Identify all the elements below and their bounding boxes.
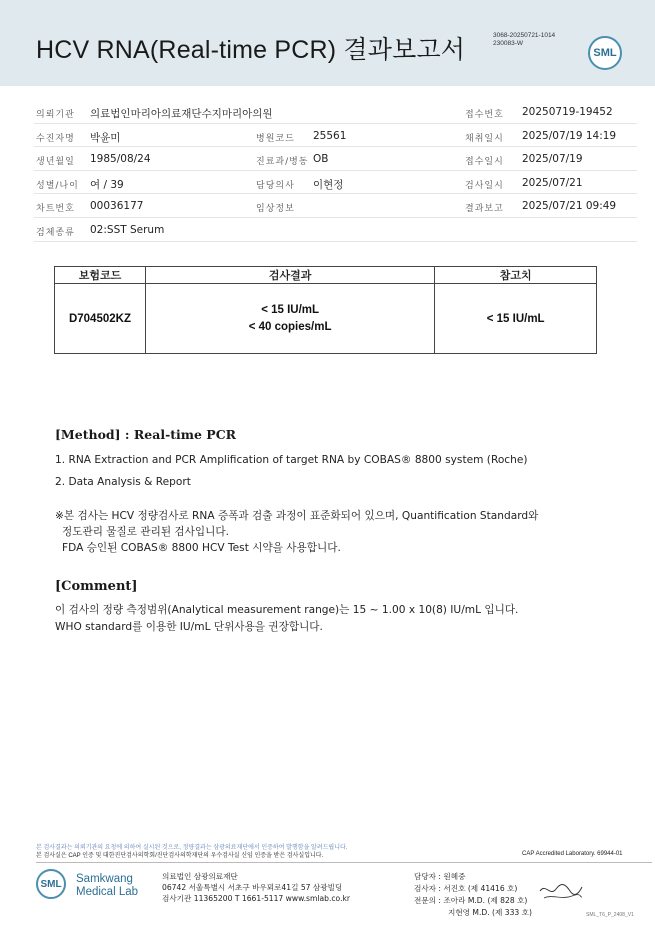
footer-staff xyxy=(414,871,532,919)
doctor-value: 이현정 xyxy=(313,178,344,191)
info-row-patient xyxy=(34,124,637,148)
staff-line-1: 담당자 : 원혜중 xyxy=(414,872,466,881)
signature-icon xyxy=(538,881,584,903)
staff-line-3: 전문의 : 조아라 M.D. (제 828 호) xyxy=(414,896,528,905)
institution-value: 의료법인마리아의료재단수지마리아의원 xyxy=(90,108,273,120)
info-row-birth xyxy=(34,147,637,171)
brand-line-2: Medical Lab xyxy=(76,886,139,898)
address-line-2: 06742 서울특별시 서초구 바우뫼로41길 57 삼광빌딩 xyxy=(162,883,343,892)
sex-age-label: 성별/나이 xyxy=(36,180,79,191)
comment-line-2: WHO standard를 이용한 IU/mL 단위사용을 권장합니다. xyxy=(55,621,323,633)
footer-notice-2: 본 검사실은 CAP 인증 및 대한진단검사의학회/진단검사의학재단의 우수검사실 신임 인증을 받은 검사실입니다. xyxy=(36,853,324,859)
patient-name-value: 박윤미 xyxy=(90,131,121,144)
test-result-cell xyxy=(145,284,434,354)
method-heading: [Method] : Real-time PCR xyxy=(55,427,237,442)
info-row-specimen xyxy=(34,218,637,242)
birth-label: 생년월일 xyxy=(36,157,75,168)
clinical-info-label: 임상정보 xyxy=(256,204,295,215)
address-line-3: 검사기관 11365200 T 1661-5117 www.smlab.co.kr xyxy=(162,894,350,903)
reference-cell: < 15 IU/mL xyxy=(435,284,597,354)
result-table-header-row xyxy=(55,267,597,284)
address-line-1: 의료법인 삼광의료재단 xyxy=(162,872,238,881)
method-item-1: 1. RNA Extraction and PCR Amplification of target RNA by COBAS® 8800 system (Roche) xyxy=(55,454,528,466)
result-copies-value: < 40 copies/mL xyxy=(248,320,332,333)
tested-label: 검사일시 xyxy=(465,180,504,191)
method-note-line-1: ※본 검사는 HCV 정량검사로 RNA 증폭과 검출 과정이 표준화되어 있으며, Quantification Standard와 xyxy=(55,510,539,522)
footer-address xyxy=(162,871,350,904)
reference-header: 참고치 xyxy=(435,267,597,284)
footer-notice-1: 본 검사결과는 의뢰기관의 요청에 의하여 실시된 것으로, 정량결과는 삼광의료재단에서 인증하여 발행함을 알려드립니다. xyxy=(36,845,348,851)
specimen-value: 02:SST Serum xyxy=(90,223,165,236)
receipt-no-label: 접수번호 xyxy=(465,110,504,120)
method-note-line-2: 정도관리 물질로 관리된 검사입니다. xyxy=(62,526,229,538)
department-value: OB xyxy=(313,153,329,166)
document-codes xyxy=(493,32,555,48)
info-row-institution xyxy=(34,100,637,124)
brand-line-1: Samkwang xyxy=(76,873,133,885)
chart-no-value: 00036177 xyxy=(90,200,144,213)
reported-value: 2025/07/21 09:49 xyxy=(522,200,617,213)
department-label: 진료과/병동 xyxy=(256,157,309,168)
info-row-sex-age xyxy=(34,171,637,195)
reported-label: 결과보고 xyxy=(465,204,504,215)
birth-value: 1985/08/24 xyxy=(90,153,151,166)
received-value: 2025/07/19 xyxy=(522,153,583,166)
tested-value: 2025/07/21 xyxy=(522,176,583,189)
document-code-2: 230083-W xyxy=(493,40,523,47)
collected-value: 2025/07/19 14:19 xyxy=(522,129,617,142)
samkwang-logo-icon: SML xyxy=(36,869,66,899)
chart-no-label: 차트번호 xyxy=(36,204,75,215)
footer-divider xyxy=(36,862,652,863)
report-title: HCV RNA(Real-time PCR) 결과보고서 xyxy=(36,36,466,64)
insurance-code-header: 보험코드 xyxy=(55,267,146,284)
receipt-no-value: 20250719-19452 xyxy=(522,106,613,118)
patient-info-grid xyxy=(34,100,637,242)
comment-heading: [Comment] xyxy=(55,579,138,594)
patient-name-label: 수진자명 xyxy=(36,133,75,144)
sex-age-value: 여 / 39 xyxy=(90,178,124,191)
hospital-code-value: 25561 xyxy=(313,129,347,142)
staff-line-2: 검사자 : 서진호 (제 41416 호) xyxy=(414,884,518,893)
document-code-1: 3068-20250721-1014 xyxy=(493,32,556,39)
insurance-code-cell: D704502KZ xyxy=(55,284,146,354)
info-row-chart xyxy=(34,194,637,218)
report-header xyxy=(0,0,655,86)
staff-line-4: 지현영 M.D. (제 333 호) xyxy=(448,908,532,917)
method-item-2: 2. Data Analysis & Report xyxy=(55,476,191,488)
result-table-row xyxy=(55,284,597,354)
hospital-code-label: 병원코드 xyxy=(256,133,295,144)
doctor-label: 담당의사 xyxy=(256,180,295,191)
institution-label: 의뢰기관 xyxy=(36,110,75,120)
method-note-line-3: FDA 승인된 COBAS® 8800 HCV Test 시약을 사용합니다. xyxy=(62,542,341,554)
comment-line-1: 이 검사의 정량 측정범위(Analytical measurement range)는 15 ~ 1.00 x 10(8) IU/mL 입니다. xyxy=(55,604,519,616)
test-result-header: 검사결과 xyxy=(145,267,434,284)
footer-brand xyxy=(76,873,138,899)
specimen-label: 검체종류 xyxy=(36,227,75,238)
cap-accreditation: CAP Accredited Laboratory. 69944-01 xyxy=(522,851,623,857)
sml-logo-badge: SML xyxy=(588,36,622,70)
collected-label: 채취일시 xyxy=(465,133,504,144)
received-label: 접수일시 xyxy=(465,157,504,168)
result-iu-value: < 15 IU/mL xyxy=(261,303,320,316)
form-code: SML_T6_P_2408_V1 xyxy=(586,912,634,918)
result-table xyxy=(54,266,597,354)
